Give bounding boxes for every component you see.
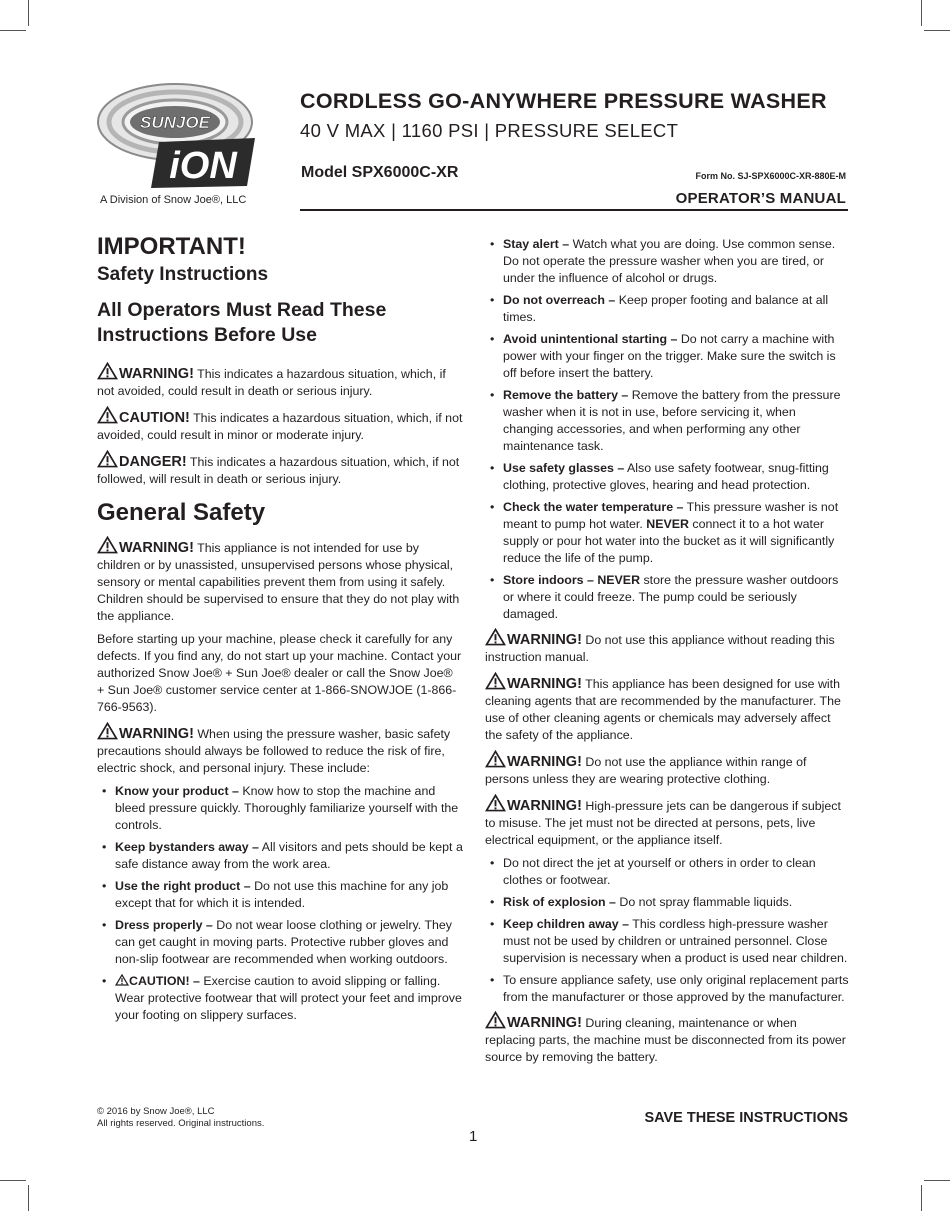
- product-title: CORDLESS GO-ANYWHERE PRESSURE WASHER: [300, 89, 827, 113]
- bullet-text: This cordless high-pressure washer must not be used by children or untrained personnel. Close supervision is necessary when a product is used near children.: [503, 917, 848, 965]
- list-item: • Use safety glasses – Also use safety footwear, snug-fitting clothing, protective gloves, hearing and head protection.: [490, 461, 829, 492]
- list-item: • Do not overreach – Keep proper footing and balance at all times.: [490, 293, 829, 324]
- warning-text: Do not use this appliance without reading this instruction manual.: [485, 633, 835, 664]
- signal-word: WARNING!: [119, 726, 194, 742]
- before-starting-paragraph: Before starting up your machine, please check it carefully for any defects. If you find any, do not start up your machine. Contact your authorized Snow Joe® + Sun Joe® dealer or call the Snow Joe® + Sun Joe® customer service center at 1-866-SNOWJOE (1-866-766-9563).: [97, 632, 462, 714]
- safety-bullet-list: [485, 236, 849, 623]
- signal-word: CAUTION!: [119, 410, 190, 426]
- warning-children: [97, 536, 463, 625]
- general-safety-heading: General Safety: [97, 499, 266, 526]
- bullet-bold: CAUTION! –: [129, 974, 200, 988]
- bullet-text: Do not spray flammable liquids.: [615, 895, 793, 909]
- bullet-bold: Use the right product –: [115, 879, 251, 893]
- bullet-text: All visitors and pets should be kept a safe distance away from the work area.: [115, 840, 463, 871]
- bullet-text: Remove the battery from the pressure washer when it is not in use, before servicing it, when changing accessories, and when performing any other maintenance task.: [503, 388, 841, 453]
- crop-mark: [921, 0, 922, 26]
- list-item: • Avoid unintentional starting – Do not carry a machine with power with your finger on the trigger. Make sure the switch is off before insert the battery.: [490, 332, 836, 380]
- bullet-text: Keep proper footing and balance at all times.: [503, 293, 829, 324]
- sunjoe-ion-logo: [97, 82, 275, 190]
- bullet-bold: Keep children away –: [503, 917, 630, 931]
- list-item: • Check the water temperature – This pressure washer is not meant to pump hot water. NEVER connect it to a hot water supply or pour hot water into the bucket as it will significantly reduce the life of the pump.: [490, 500, 839, 565]
- list-item: • Use the right product – Do not use this machine for any job except that for which it is intended.: [102, 879, 449, 910]
- svg-text:SUNJOE: SUNJOE: [140, 113, 210, 132]
- safety-instructions-heading: Safety Instructions: [97, 264, 269, 285]
- warning-text: Do not use the appliance within range of persons unless they are wearing protective clothing.: [485, 755, 807, 786]
- signal-text: This indicates a hazardous situation, which, if not followed, will result in death or serious injury.: [97, 455, 460, 486]
- warning-triangle-icon: [485, 794, 506, 812]
- bullet-text: connect it to a hot water supply or pour hot water into the bucket as it will significantly reduce the life of the pump.: [503, 517, 835, 565]
- warning-triangle-icon: [97, 450, 118, 468]
- model-number: Model SPX6000C-XR: [301, 164, 459, 181]
- list-item: • Dress properly – Do not wear loose clothing or jewelry. They can get caught in moving parts. Protective rubber gloves and non-slip footwear are recommended when working outdoors.: [102, 918, 453, 966]
- header-divider: [300, 209, 848, 211]
- copyright: [97, 1106, 264, 1130]
- warning-triangle-icon: [97, 406, 118, 424]
- crop-mark: [924, 1180, 950, 1181]
- signal-text: This indicates a hazardous situation, which, if not avoided, could result in death or serious injury.: [97, 367, 446, 398]
- product-subtitle: 40 V MAX | 1160 PSI | PRESSURE SELECT: [300, 120, 679, 141]
- crop-mark: [924, 30, 950, 31]
- signal-word: WARNING!: [507, 798, 582, 814]
- left-column: [97, 232, 463, 1029]
- bullet-text: Also use safety footwear, snug-fitting clothing, protective gloves, hearing and head protection.: [503, 461, 829, 492]
- never-emphasis: NEVER: [646, 517, 689, 531]
- save-instructions: SAVE THESE INSTRUCTIONS: [644, 1110, 848, 1126]
- warning-protective-clothing: [485, 750, 849, 788]
- warning-read-manual: [485, 628, 849, 666]
- warning-triangle-icon: [97, 362, 118, 380]
- warning-high-pressure: [485, 794, 849, 849]
- manual-type: OPERATOR’S MANUAL: [675, 190, 846, 207]
- list-item: • Risk of explosion – Do not spray flammable liquids.: [490, 895, 793, 909]
- bullet-text: Watch what you are doing. Use common sense. Do not operate the pressure washer when you are tired, or under the influence of alcohol or drugs.: [503, 237, 836, 285]
- bullet-bold: Remove the battery –: [503, 388, 629, 402]
- crop-mark: [28, 1185, 29, 1211]
- warning-triangle-icon: [485, 628, 506, 646]
- signal-word: WARNING!: [507, 632, 582, 648]
- bullet-text: To ensure appliance safety, use only original replacement parts from the manufacturer or those approved by the manufacturer.: [503, 973, 849, 1004]
- bullet-bold: Know your product –: [115, 784, 239, 798]
- right-column: [485, 234, 849, 1072]
- list-item: • Store indoors – NEVER store the pressure washer outdoors or where it could freeze. The pump could be seriously damaged.: [490, 573, 839, 621]
- safety-bullet-list: [97, 783, 463, 1024]
- warning-triangle-icon: [485, 750, 506, 768]
- important-heading: IMPORTANT!: [97, 233, 246, 260]
- signal-word: WARNING!: [119, 366, 194, 382]
- bullet-text: store the pressure washer outdoors or where it could freeze. The pump could be seriously damaged.: [503, 573, 839, 621]
- list-item: • Remove the battery – Remove the battery from the pressure washer when it is not in use, before servicing it, when changing accessories, and when performing any other maintenance task.: [490, 388, 841, 453]
- list-item: • CAUTION! – Exercise caution to avoid slipping or falling. Wear protective footwear that will protect your feet and improve your footing on slippery surfaces.: [102, 974, 462, 1022]
- crop-mark: [28, 0, 29, 26]
- warning-triangle-icon: [485, 672, 506, 690]
- bullet-text: This pressure washer is not meant to pump hot water.: [503, 500, 839, 531]
- copyright-line: All rights reserved. Original instructions.: [97, 1118, 265, 1129]
- list-item: • Stay alert – Watch what you are doing. Use common sense. Do not operate the pressure washer when you are tired, or under the influence of alcohol or drugs.: [490, 237, 836, 285]
- list-item: • Know your product – Know how to stop the machine and bleed pressure quickly. Thoroughly familiarize yourself with the controls.: [102, 784, 459, 832]
- bullet-text: Exercise caution to avoid slipping or falling. Wear protective footwear that will protect your feet and improve your footing on slippery surfaces.: [115, 974, 462, 1022]
- bullet-text: Know how to stop the machine and bleed pressure quickly. Thoroughly familiarize yourself with the controls.: [115, 784, 459, 832]
- signal-word: WARNING!: [507, 676, 582, 692]
- crop-mark: [921, 1185, 922, 1211]
- warning-triangle-icon: [97, 536, 118, 554]
- warning-triangle-icon: [115, 974, 129, 986]
- bullet-bold: Use safety glasses –: [503, 461, 625, 475]
- bullet-text: Do not use this machine for any job except that for which it is intended.: [115, 879, 449, 910]
- warning-triangle-icon: [485, 1011, 506, 1029]
- signal-danger: [97, 450, 463, 488]
- must-read-heading: All Operators Must Read These Instructions Before Use: [97, 299, 387, 346]
- list-item: • To ensure appliance safety, use only original replacement parts from the manufacturer or those approved by the manufacturer.: [490, 973, 849, 1004]
- signal-text: This indicates a hazardous situation, which, if not avoided, could result in minor or moderate injury.: [97, 411, 463, 442]
- warning-cleaning-agents: [485, 672, 849, 744]
- bullet-bold: Check the water temperature –: [503, 500, 684, 514]
- warning-text: This appliance is not intended for use by children or by unassisted, unsupervised persons whose physical, sensory or mental capabilities prevent them from using it safely. Children should be supervised to ensure that they do not play with the appliance.: [97, 541, 460, 623]
- bullet-bold: Risk of explosion –: [503, 895, 616, 909]
- list-item: • Do not direct the jet at yourself or others in order to clean clothes or footwear.: [490, 856, 816, 887]
- bullet-bold: Stay alert –: [503, 237, 570, 251]
- svg-text:iON: iON: [169, 145, 237, 187]
- warning-text: This appliance has been designed for use with cleaning agents that are recommended by the manufacturer. The use of other cleaning agents or chemicals may adversely affect the safety of the appliance.: [485, 677, 841, 742]
- list-item: • Keep bystanders away – All visitors and pets should be kept a safe distance away from the work area.: [102, 840, 463, 871]
- warning-text: When using the pressure washer, basic safety precautions should always be followed to reduce the risk of fire, electric shock, and personal injury. These include:: [97, 727, 451, 775]
- bullet-text: Do not carry a machine with power with your finger on the trigger. Make sure the switch is off before insert the battery.: [503, 332, 836, 380]
- signal-word: WARNING!: [507, 754, 582, 770]
- warning-basic: [97, 722, 463, 777]
- warning-disconnect: [485, 1011, 849, 1066]
- bullet-text: Do not direct the jet at yourself or others in order to clean clothes or footwear.: [503, 856, 816, 887]
- signal-warning: [97, 362, 463, 400]
- signal-word: WARNING!: [119, 540, 194, 556]
- bullet-bold: Keep bystanders away –: [115, 840, 259, 854]
- bullet-bold: Dress properly –: [115, 918, 213, 932]
- form-number: Form No. SJ-SPX6000C-XR-880E-M: [695, 171, 846, 181]
- copyright-line: © 2016 by Snow Joe®, LLC: [97, 1106, 215, 1117]
- crop-mark: [0, 30, 26, 31]
- warning-triangle-icon: [97, 722, 118, 740]
- signal-caution: [97, 406, 463, 444]
- bullet-bold: Do not overreach –: [503, 293, 616, 307]
- warning-text: During cleaning, maintenance or when replacing parts, the machine must be disconnected from its power source by removing the battery.: [485, 1016, 846, 1064]
- jet-bullet-list: [485, 855, 849, 1006]
- crop-mark: [0, 1180, 26, 1181]
- list-item: • Keep children away – This cordless high-pressure washer must not be used by children or untrained personnel. Close supervision is necessary when a product is used near children.: [490, 917, 848, 965]
- warning-text: High-pressure jets can be dangerous if subject to misuse. The jet must not be directed at persons, pets, live electrical equipment, or the appliance itself.: [485, 799, 841, 847]
- bullet-bold: Store indoors – NEVER: [503, 573, 641, 587]
- bullet-text: Do not wear loose clothing or jewelry. They can get caught in moving parts. Protective rubber gloves and non-slip footwear are recommended when working outdoors.: [115, 918, 453, 966]
- page-number: 1: [469, 1128, 478, 1145]
- division-text: A Division of Snow Joe®, LLC: [100, 194, 247, 206]
- signal-word: DANGER!: [119, 454, 187, 470]
- bullet-bold: Avoid unintentional starting –: [503, 332, 678, 346]
- signal-word: WARNING!: [507, 1015, 582, 1031]
